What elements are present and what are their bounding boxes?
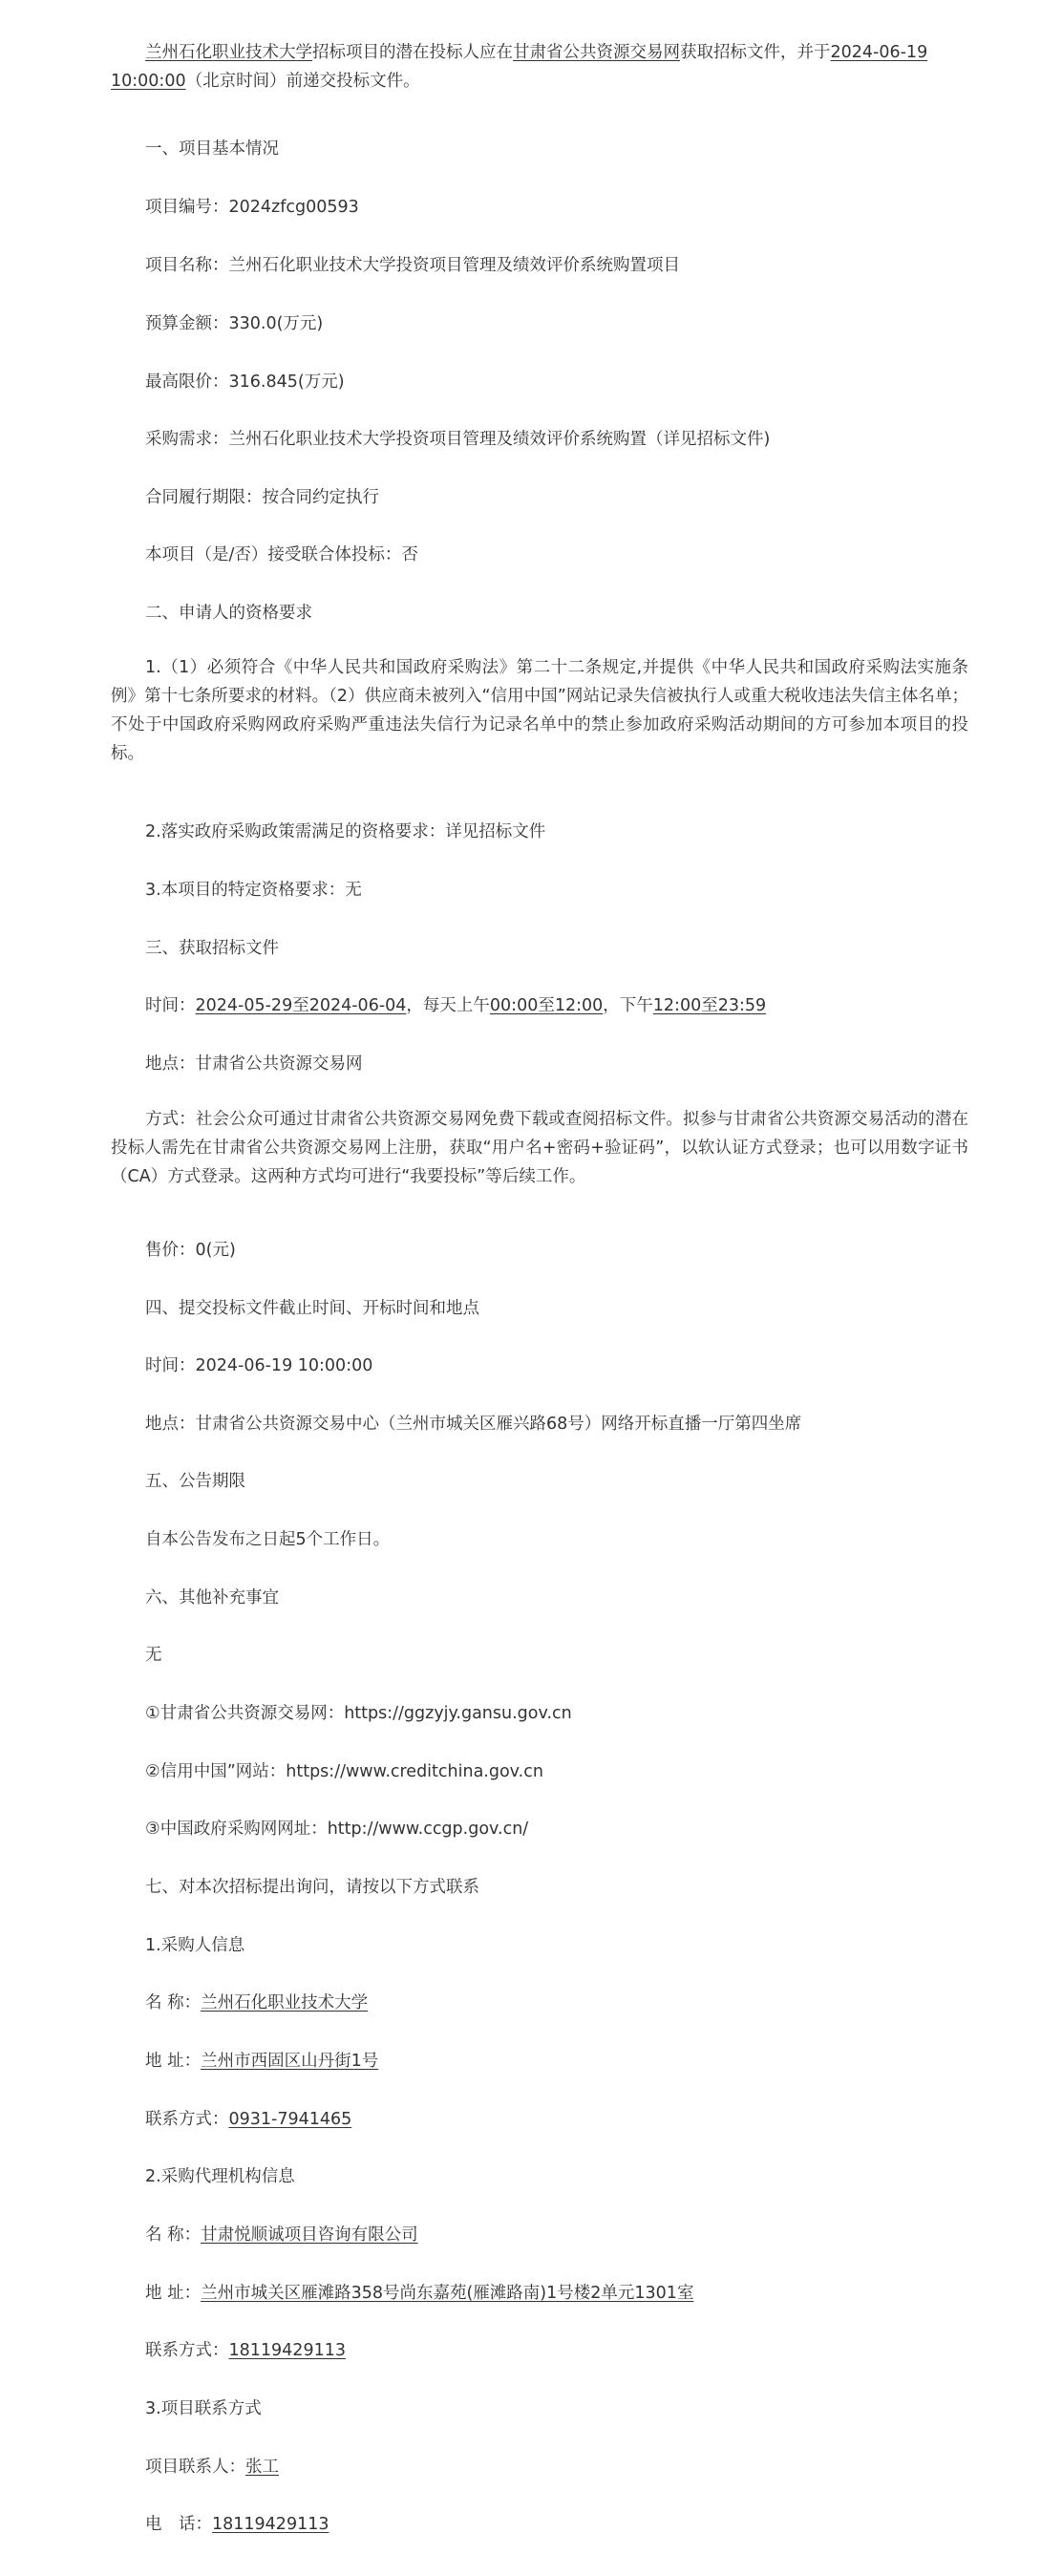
ccgp-url: ③中国政府采购网网址：http://www.ccgp.gov.cn/ bbox=[145, 1820, 529, 1839]
gansu-trading-site-url: ①甘肃省公共资源交易网：https://ggzyjy.gansu.gov.cn bbox=[145, 1704, 572, 1723]
agency-info-heading: 2.采购代理机构信息 bbox=[145, 2167, 295, 2186]
project-contact-heading: 3.项目联系方式 bbox=[145, 2399, 262, 2418]
qualification-requirement-1: 1.（1）必须符合《中华人民共和国政府采购法》第二十二条规定,并提供《中华人民共和国政府采购法实施条例》第十七条所要求的材料。（2）供应商未被列入“信用中国”网站记录失信被执行人或重大税收违法失信主体名单；不处于中国政府采购网政府采购严重违法失信行为记录名单中的禁止参加政府采购活动期间的方可参加本项目的投标。 bbox=[111, 658, 968, 763]
contact-person-link[interactable]: 张工 bbox=[245, 2458, 279, 2477]
intro-paragraph: 兰州石化职业技术大学招标项目的潜在投标人应在甘肃省公共资源交易网获取招标文件，并于2024-06-19 10:00:00（北京时间）前递交投标文件。 bbox=[111, 43, 928, 91]
date-end: 2024-06-04 bbox=[308, 996, 407, 1015]
purchaser-link[interactable]: 兰州石化职业技术大学 bbox=[145, 43, 312, 62]
section-6-heading: 六、其他补充事宜 bbox=[145, 1588, 279, 1607]
contact-phone-link[interactable]: 18119429113 bbox=[212, 2515, 329, 2534]
date-start: 2024-05-29 bbox=[195, 996, 293, 1015]
agency-contact: 联系方式：18119429113 bbox=[145, 2341, 346, 2360]
announcement-period: 自本公告发布之日起5个工作日。 bbox=[145, 1530, 391, 1549]
joint-bid: 本项目（是/否）接受联合体投标：否 bbox=[145, 545, 418, 564]
obtain-place: 地点：甘肃省公共资源交易网 bbox=[145, 1054, 363, 1074]
contract-term: 合同履行期限：按合同约定执行 bbox=[145, 488, 379, 507]
budget-amount: 预算金额：330.0(万元) bbox=[145, 314, 324, 333]
purchaser-name-link[interactable]: 兰州石化职业技术大学 bbox=[201, 1993, 369, 2012]
trading-site-link[interactable]: 甘肃省公共资源交易网 bbox=[513, 43, 680, 62]
max-price: 最高限价：316.845(万元) bbox=[145, 373, 345, 392]
agency-address: 地 址：兰州市城关区雁滩路358号尚东嘉苑(雁滩路南)1号楼2单元1301室 bbox=[145, 2284, 694, 2303]
agency-name: 名 称：甘肃悦顺诚项目咨询有限公司 bbox=[145, 2225, 418, 2245]
agency-address-link[interactable]: 兰州市城关区雁滩路358号尚东嘉苑(雁滩路南)1号楼2单元1301室 bbox=[201, 2284, 694, 2303]
purchaser-name: 名 称：兰州石化职业技术大学 bbox=[145, 1993, 369, 2012]
project-contact-phone: 电 话：18119429113 bbox=[145, 2515, 329, 2534]
qualification-requirement-2: 2.落实政府采购政策需满足的资格要求：详见招标文件 bbox=[145, 822, 546, 841]
deadline-date: 2024-06-19 bbox=[830, 43, 928, 62]
purchaser-info-heading: 1.采购人信息 bbox=[145, 1936, 245, 1955]
procurement-demand: 采购需求：兰州石化职业技术大学投资项目管理及绩效评价系统购置（详见招标文件) bbox=[145, 430, 771, 449]
section-2-heading: 二、申请人的资格要求 bbox=[145, 604, 312, 623]
bid-open-place: 地点：甘肃省公共资源交易中心（兰州市城关区雁兴路68号）网络开标直播一厅第四坐席 bbox=[145, 1415, 802, 1434]
section-7-heading: 七、对本次招标提出询问，请按以下方式联系 bbox=[145, 1878, 479, 1897]
supplement-none: 无 bbox=[145, 1646, 162, 1665]
section-3-heading: 三、获取招标文件 bbox=[145, 939, 279, 958]
purchaser-contact: 联系方式：0931-7941465 bbox=[145, 2110, 352, 2129]
obtain-time: 时间：2024-05-29至2024-06-04，每天上午00:00至12:00，下午12:00至23:59 bbox=[145, 996, 767, 1015]
purchaser-address-link[interactable]: 兰州市西固区山丹街1号 bbox=[201, 2052, 379, 2071]
project-number: 项目编号：2024zfcg00593 bbox=[145, 198, 359, 217]
qualification-requirement-3: 3.本项目的特定资格要求：无 bbox=[145, 881, 362, 900]
obtain-method: 方式：社会公众可通过甘肃省公共资源交易网免费下载或查阅招标文件。拟参与甘肃省公共资源交易活动的潜在投标人需先在甘肃省公共资源交易网上注册，获取“用户名+密码+验证码”，以软认证方式登录；也可以用数字证书（CA）方式登录。这两种方式均可进行“我要投标”等后续工作。 bbox=[111, 1110, 968, 1186]
project-contact-person: 项目联系人：张工 bbox=[145, 2458, 279, 2477]
document-price: 售价：0(元) bbox=[145, 1241, 236, 1260]
bid-open-time: 时间：2024-06-19 10:00:00 bbox=[145, 1356, 373, 1375]
section-1-heading: 一、项目基本情况 bbox=[145, 139, 279, 159]
purchaser-address: 地 址：兰州市西固区山丹街1号 bbox=[145, 2052, 379, 2071]
purchaser-phone-link[interactable]: 0931-7941465 bbox=[228, 2110, 352, 2129]
deadline-time: 10:00:00 bbox=[111, 72, 186, 91]
section-5-heading: 五、公告期限 bbox=[145, 1472, 245, 1491]
agency-phone-link[interactable]: 18119429113 bbox=[228, 2341, 346, 2360]
section-4-heading: 四、提交投标文件截止时间、开标时间和地点 bbox=[145, 1299, 479, 1318]
project-name: 项目名称：兰州石化职业技术大学投资项目管理及绩效评价系统购置项目 bbox=[145, 256, 680, 275]
creditchina-url: ②信用中国”网站：https://www.creditchina.gov.cn bbox=[145, 1762, 543, 1781]
agency-name-link[interactable]: 甘肃悦顺诚项目咨询有限公司 bbox=[201, 2225, 418, 2245]
